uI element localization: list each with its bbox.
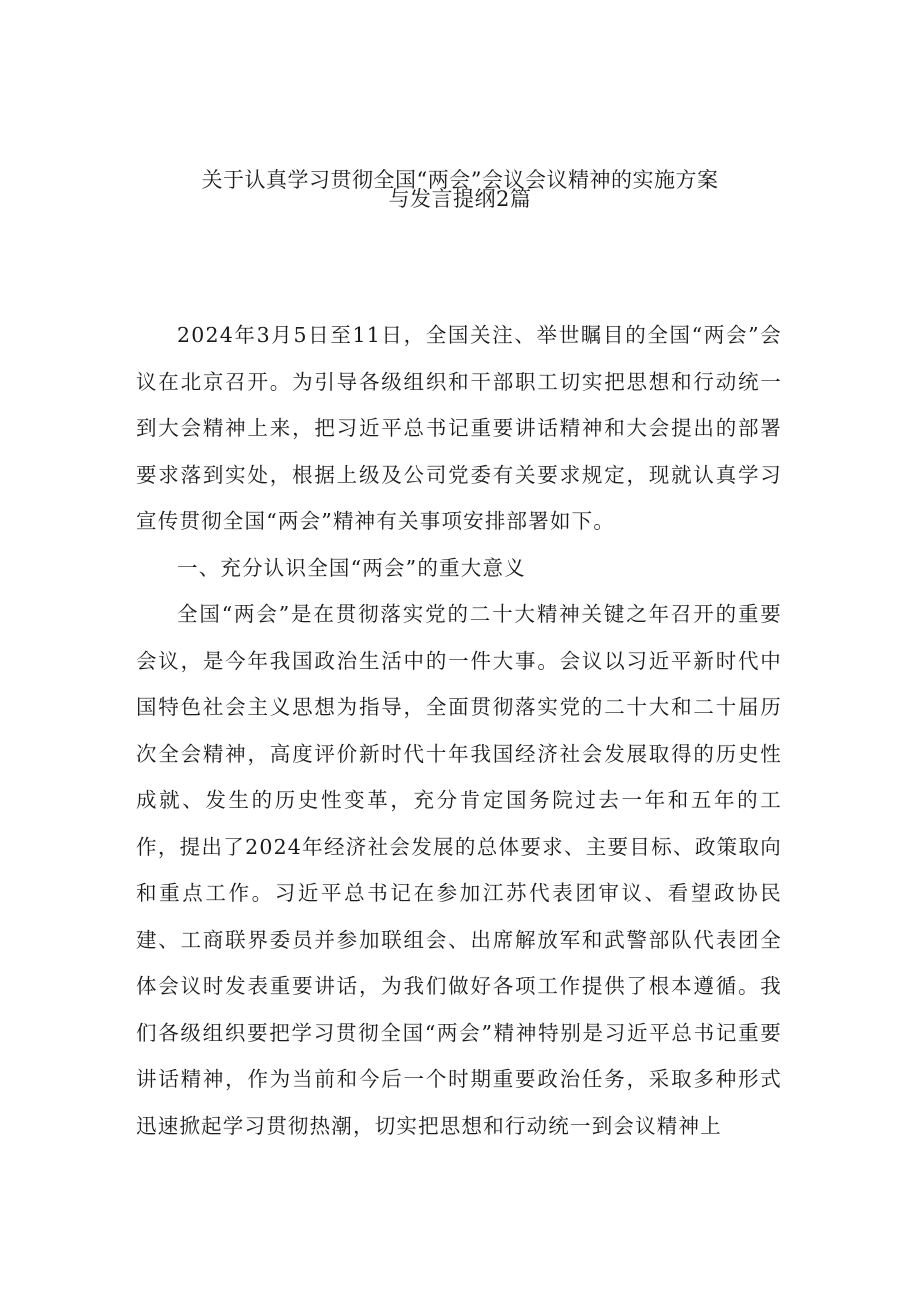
section-1-paragraph: 全国“两会”是在贯彻落实党的二十大精神关键之年召开的重要会议，是今年我国政治生活中的一件大事。会议以习近平新时代中国特色社会主义思想为指导，全面贯彻落实党的二十大和二十届历次全会精神，高度评价新时代十年我国经济社会发展取得的历史性成就、发生的历史性变革，充分肯定国务院过去一年和五年的工作，提出了2024年经济社会发展的总体要求、主要目标、政策取向和重点工作。习近平总书记在参加江苏代表团审议、看望政协民建、工商联界委员并参加联组会、出席解放军和武警部队代表团全体会议时发表重要讲话，为我们做好各项工作提供了根本遵循。我们各级组织要把学习贯彻全国“两会”精神特别是习近平总书记重要讲话精神，作为当前和今后一个时期重要政治任务，采取多种形式迅速掀起学习贯彻热潮，切实把思想和行动统一到会议精神上 bbox=[136, 602, 782, 1138]
intro-paragraph: 2024年3月5日至11日，全国关注、举世瞩目的全国“两会”会议在北京召开。为引导各级组织和干部职工切实把思想和行动统一到大会精神上来，把习近平总书记重要讲话精神和大会提出的部署要求落到实处，根据上级及公司党委有关要求规定，现就认真学习宣传贯彻全国“两会”精神有关事项安排部署如下。 bbox=[136, 323, 782, 533]
document-title-line-1: 关于认真学习贯彻全国“两会”会议会议精神的实施方案 bbox=[201, 168, 719, 192]
section-heading-1: 一、充分认识全国“两会”的重大意义 bbox=[177, 555, 526, 580]
document-body bbox=[136, 312, 782, 1149]
document-title-line-2: 与发言提纲2篇 bbox=[388, 187, 532, 211]
